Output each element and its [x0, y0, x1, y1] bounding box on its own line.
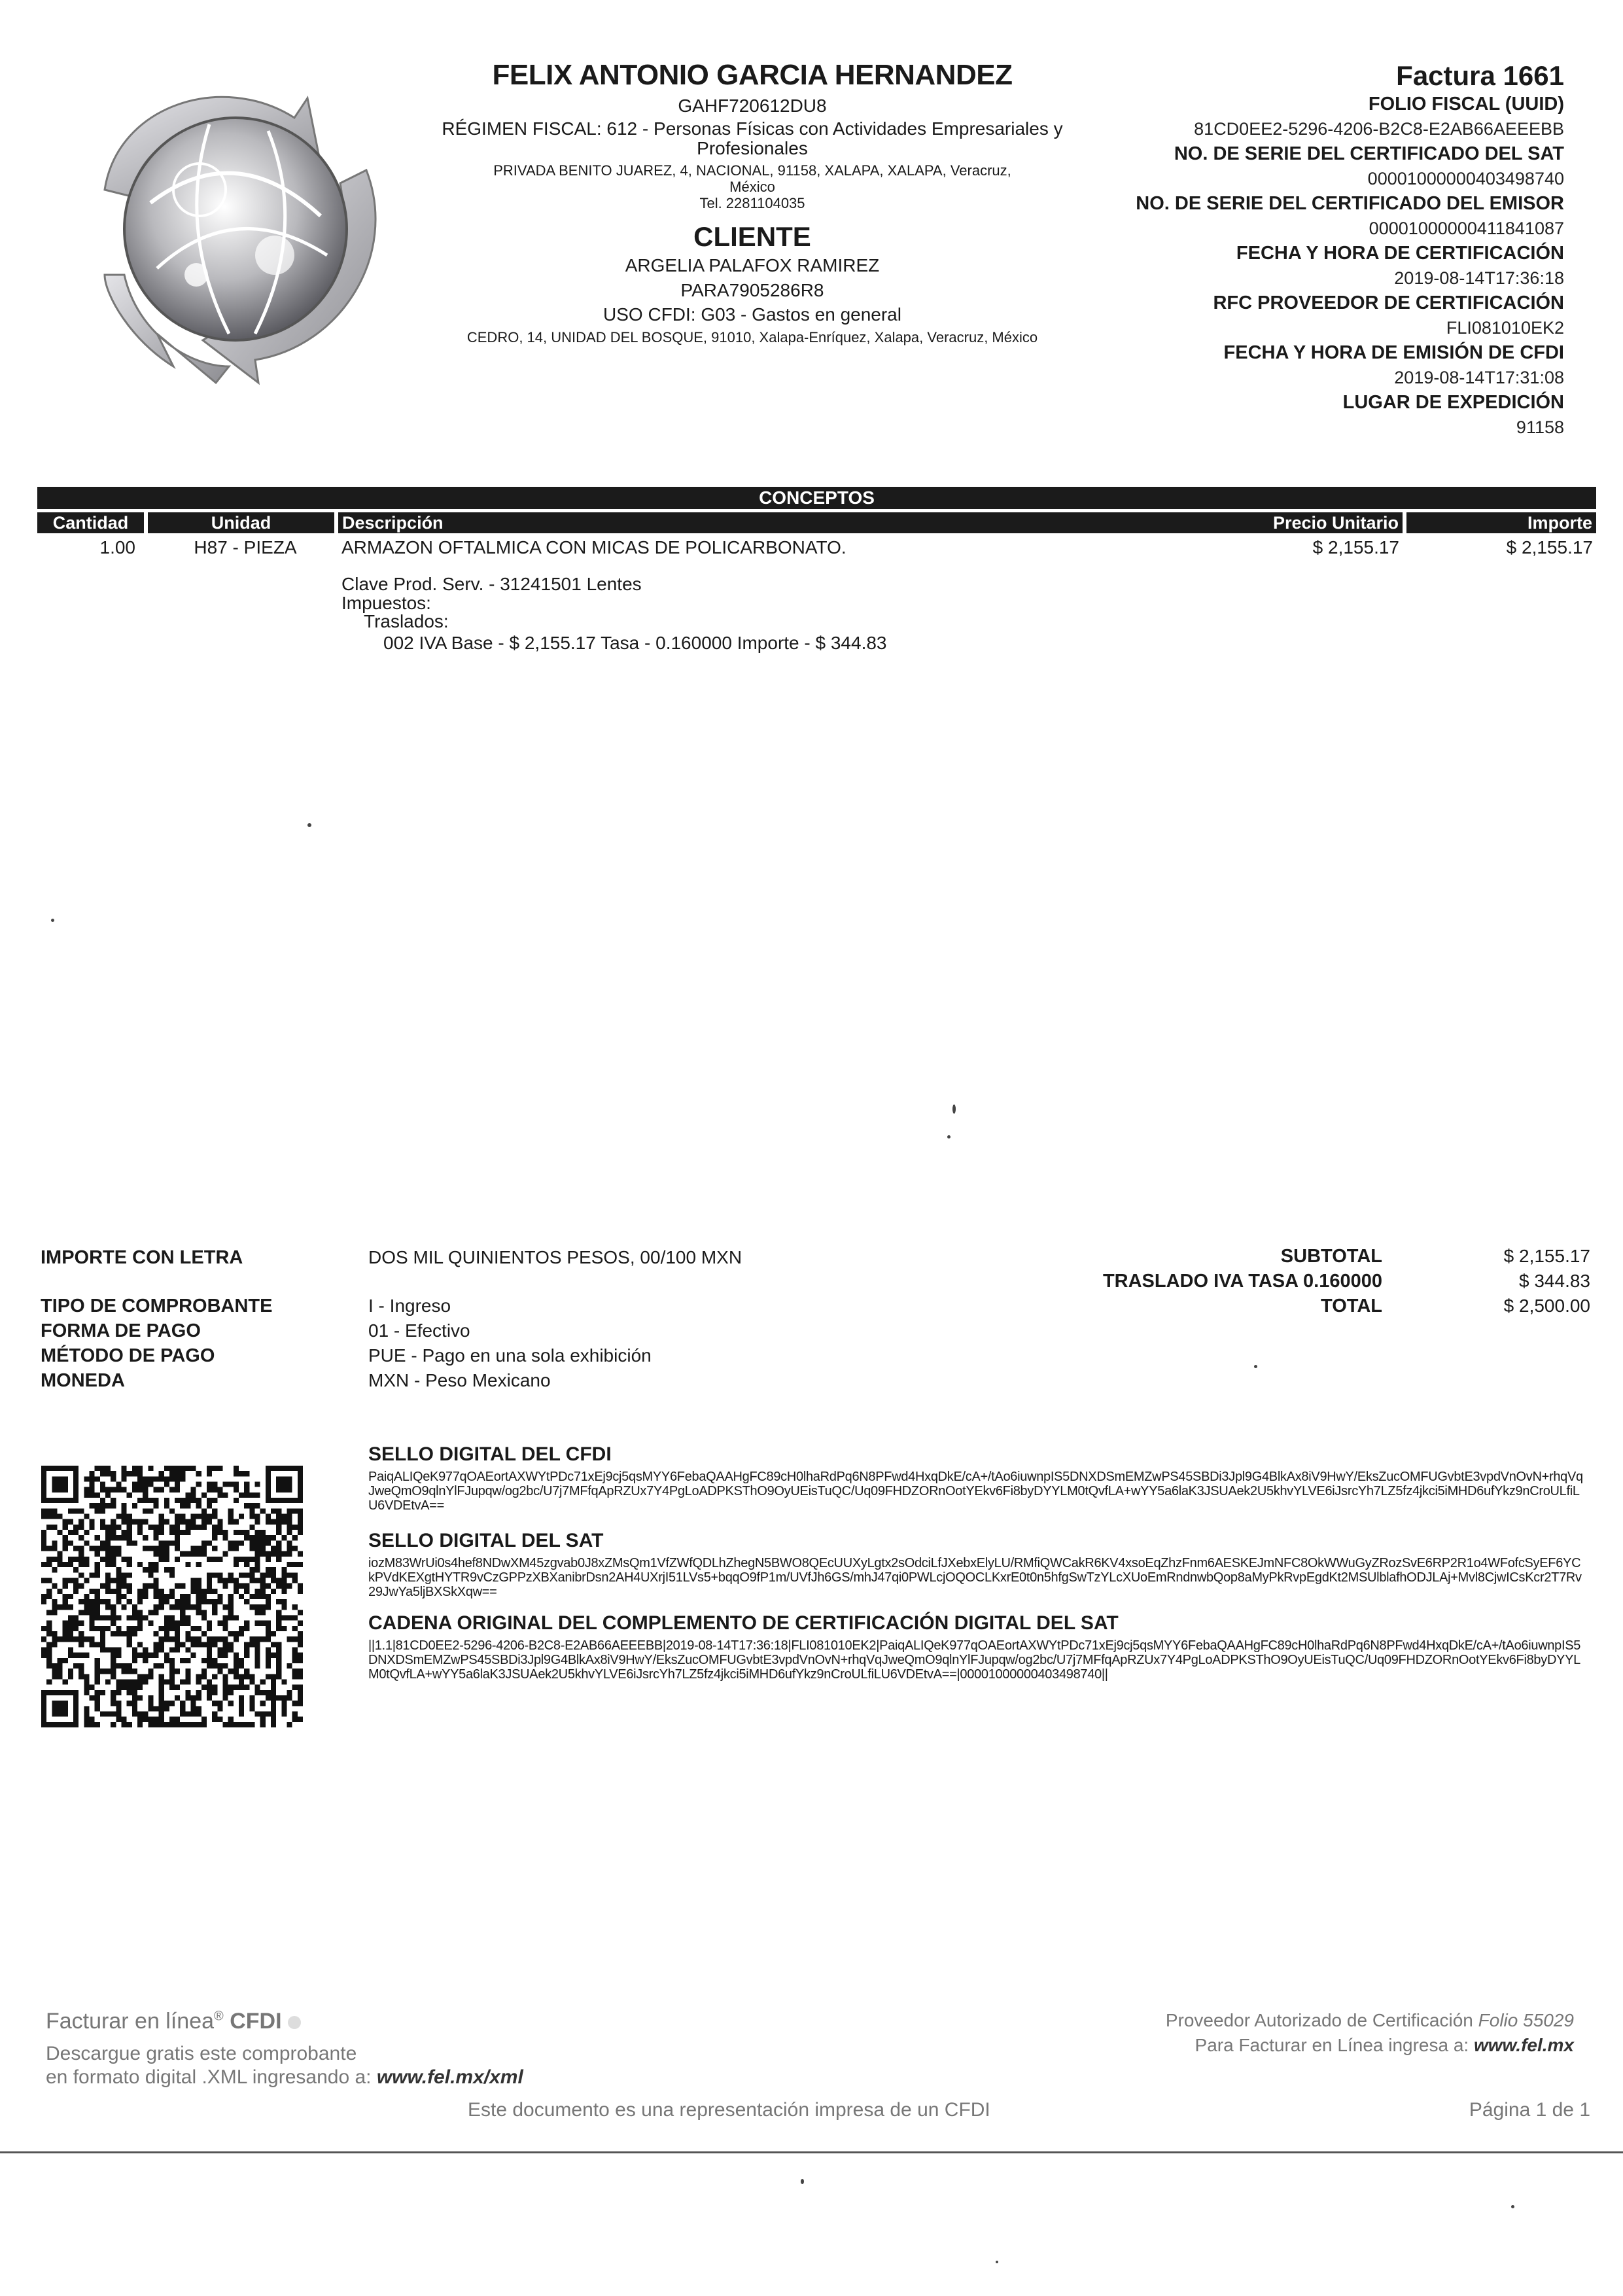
download-text: en formato digital .XML ingresando a:: [46, 2066, 377, 2088]
scan-speck: [996, 2261, 998, 2263]
field-label: RFC PROVEEDOR DE CERTIFICACIÓN: [1213, 292, 1564, 313]
field-label: NO. DE SERIE DEL CERTIFICADO DEL EMISOR: [1136, 193, 1564, 214]
moneda-value: MXN - Peso Mexicano: [368, 1370, 551, 1390]
issuer-address-cont: México: [729, 179, 775, 195]
tipo-value: I - Ingreso: [368, 1296, 451, 1316]
metodo-value: PUE - Pago en una sola exhibición: [368, 1345, 652, 1366]
row-traslados: Traslados:: [364, 611, 449, 631]
invoice-title: Factura 1661: [1396, 60, 1564, 91]
scan-speck: [801, 2179, 804, 2184]
subtotal-label: SUBTOTAL: [1280, 1246, 1382, 1267]
col-importe: Importe: [1406, 512, 1596, 533]
field-value: 00001000000403498740: [1367, 169, 1564, 188]
client-uso-cfdi: USO CFDI: G03 - Gastos en general: [603, 304, 901, 325]
footer-cut-text: [0, 2091, 1623, 2121]
field-label: FECHA Y HORA DE EMISIÓN DE CFDI: [1223, 342, 1564, 363]
iva-label: TRASLADO IVA TASA 0.160000: [1102, 1271, 1382, 1292]
field-value: 2019-08-14T17:36:18: [1394, 268, 1564, 288]
sello-sat-label: SELLO DIGITAL DEL SAT: [368, 1530, 604, 1551]
col-unidad: Unidad: [148, 512, 334, 533]
client-rfc: PARA7905286R8: [680, 280, 824, 300]
scan-edge-line: [0, 2151, 1623, 2153]
forma-label: FORMA DE PAGO: [41, 1320, 201, 1341]
row-impuestos: Impuestos:: [341, 593, 431, 613]
footer-download-line2: [46, 2066, 523, 2089]
table-row: [0, 537, 1623, 667]
issuer-regimen: RÉGIMEN FISCAL: 612 - Personas Físicas con Actividades Empresariales y: [442, 118, 1063, 139]
row-unidad: H87 - PIEZA: [194, 537, 297, 557]
total-label: TOTAL: [1321, 1296, 1382, 1316]
sello-sat: iozM83WrUi0s4hef8NDwXM45zgvab0J8xZMsQm1VfZWfQDLhZhegN5BWO8QEcUUXyLgtx2sOdciLfJXebxElyLU/RMfiQWCakR6KV4xsoEqZhzFnm6AESKEJmNFC8OkWWuGyZRozSvE6RP2R1o4WFofcSyEF6YCkPVdKEXgtHYTR9vCzGPPzXBXanibrDsn2AH4UXrjI51LVs5+bqqO9fP1m/UVfJh6GS/mhJ47qi0PWLcjOQOCLKxrE0t0n5hfgSwTzYLcXUoEmRndnwbQop8aMyPkRvpEgdKt2MSUlblafhODJLAj+Mvl8CjwICsKcr2T7Rv29JwYa5ljBXSkXqw==: [368, 1556, 1582, 1599]
issuer-rfc: GAHF720612DU8: [678, 96, 827, 116]
forma-value: 01 - Efectivo: [368, 1320, 470, 1341]
page-number: Página 1 de 1: [1469, 2099, 1590, 2121]
row-importe: $ 2,155.17: [1506, 537, 1593, 557]
brand-cfdi: CFDI: [230, 2009, 282, 2034]
cadena-original-label: CADENA ORIGINAL DEL COMPLEMENTO DE CERTIFICACIÓN DIGITAL DEL SAT: [368, 1612, 1119, 1634]
invoice-online-text: Para Facturar en Línea ingresa a:: [1195, 2035, 1474, 2055]
cfdi-drop-icon: [288, 2016, 301, 2029]
col-cantidad: Cantidad: [37, 512, 144, 533]
issuer-name: FELIX ANTONIO GARCIA HERNANDEZ: [492, 59, 1013, 91]
scan-speck: [307, 823, 311, 827]
field-label: LUGAR DE EXPEDICIÓN: [1342, 392, 1564, 413]
row-clave: Clave Prod. Serv. - 31241501 Lentes: [341, 574, 642, 594]
importe-letra-label: IMPORTE CON LETRA: [41, 1247, 243, 1268]
client-address: CEDRO, 14, UNIDAD DEL BOSQUE, 91010, Xalapa-Enríquez, Xalapa, Veracruz, México: [466, 329, 1038, 345]
iva-value: $ 344.83: [1519, 1271, 1590, 1291]
field-value: 81CD0EE2-5296-4206-B2C8-E2AB66AEEEBB: [1194, 119, 1564, 139]
client-heading: CLIENTE: [693, 221, 811, 252]
field-label: FECHA Y HORA DE CERTIFICACIÓN: [1236, 243, 1564, 264]
brand-mark: ®: [214, 2009, 224, 2024]
metodo-label: MÉTODO DE PAGO: [41, 1345, 215, 1366]
sello-cfdi-label: SELLO DIGITAL DEL CFDI: [368, 1443, 612, 1465]
qr-code: [41, 1466, 303, 1727]
tipo-label: TIPO DE COMPROBANTE: [41, 1296, 273, 1316]
row-descripcion: ARMAZON OFTALMICA CON MICAS DE POLICARBONATO.: [341, 537, 846, 557]
fel-link[interactable]: www.fel.mx: [1473, 2035, 1574, 2055]
moneda-label: MONEDA: [41, 1370, 125, 1391]
footer-brand: [46, 2009, 301, 2034]
field-value: 00001000000411841087: [1369, 219, 1564, 238]
scan-speck: [947, 1135, 951, 1139]
cadena-original: ||1.1|81CD0EE2-5296-4206-B2C8-E2AB66AEEEBB|2019-08-14T17:36:18|FLI081010EK2|PaiqALIQeK977qOAEortAXWYtPDc71xEj9cj5qsMYY6FebaQAAHgFC89cH0lhaRdPq6N8PFwd4HxqDkE/cA+/tAo6iuwnpIS5DNXDSmEMZwPS45SBDi3Jpl9G4BlkAx8iV9HwY/EksZucOMFUGvbtE3vpdVnOvN+rhqVqJweQmO9qlnYlFJupqw/og2bc/U7j7MFfqApRZUx7Y4PgLoADPKSThO9OyUEisTuQC/Uq09FHDZORnOotYEkv6Fi8byDYYLM0tQvfLA+wYY5a6laK3JSUAek2U5khvYLVE6iJsrcYh7LZ5fz4jkci5iMHD6ufYkz9nCroULfiLU6VDEtvA==|00001000000403498740||: [368, 1638, 1581, 1682]
field-value: FLI081010EK2: [1446, 318, 1564, 338]
footer-pac: [1166, 2010, 1574, 2031]
concepts-heading: CONCEPTOS: [37, 487, 1596, 509]
field-value: 91158: [1516, 417, 1564, 437]
pac-text: Proveedor Autorizado de Certificación: [1165, 2010, 1478, 2030]
row-iva: 002 IVA Base - $ 2,155.17 Tasa - 0.160000 Importe - $ 344.83: [383, 633, 887, 653]
representation-text: Este documento es una representación impresa de un CFDI: [468, 2099, 990, 2121]
importe-letra: DOS MIL QUINIENTOS PESOS, 00/100 MXN: [368, 1247, 742, 1267]
col-precio: Precio Unitario: [1217, 512, 1403, 533]
total-value: $ 2,500.00: [1503, 1296, 1590, 1316]
sello-cfdi: PaiqALIQeK977qOAEortAXWYtPDc71xEj9cj5qsMYY6FebaQAAHgFC89cH0lhaRdPq6N8PFwd4HxqDkE/cA+/tAo6iuwnpIS5DNXDSmEMZwPS45SBDi3Jpl9G4BlkAx8iV9HwY/EksZucOMFUGvbtE3vpdVnOvN+rhqVqJweQmO9qlnYlFJupqw/og2bc/U7j7MFfqApRZUx7Y4PgLoADPKSThO9OyUEisTuQC/Uq09FHDZORnOotYEkv6Fi8byDYYLM0tQvfLA+wYY5a6laK3JSUAek2U5khvYLVE6iJsrcYh7LZ5fz4jkci5iMHD6ufYkz9nCroULfiLU6VDEtvA==: [368, 1470, 1583, 1513]
footer-invoice-online: [1195, 2035, 1574, 2056]
subtotal-value: $ 2,155.17: [1503, 1246, 1590, 1266]
company-logo: [59, 59, 399, 386]
pac-folio: Folio 55029: [1478, 2010, 1574, 2030]
issuer-regimen-cont: Profesionales: [697, 138, 808, 158]
row-precio: $ 2,155.17: [1312, 537, 1399, 557]
footer-download-line1: Descargue gratis este comprobante: [46, 2043, 357, 2064]
scan-speck: [1511, 2205, 1514, 2208]
field-value: 2019-08-14T17:31:08: [1394, 368, 1564, 387]
invoice-fields: [975, 92, 1564, 440]
field-label: FOLIO FISCAL (UUID): [1368, 94, 1564, 115]
xml-download-link[interactable]: www.fel.mx/xml: [376, 2066, 523, 2088]
row-cantidad: 1.00: [99, 537, 135, 557]
scan-speck: [51, 919, 54, 922]
client-name: ARGELIA PALAFOX RAMIREZ: [625, 255, 880, 275]
scan-speck: [1254, 1365, 1257, 1368]
field-label: NO. DE SERIE DEL CERTIFICADO DEL SAT: [1174, 143, 1564, 164]
col-descripcion: Descripción: [338, 512, 1217, 533]
issuer-address: PRIVADA BENITO JUAREZ, 4, NACIONAL, 91158, XALAPA, XALAPA, Veracruz,: [493, 162, 1011, 179]
qr-modules: [41, 1466, 303, 1727]
scan-speck: [952, 1104, 956, 1114]
issuer-phone: Tel. 2281104035: [699, 195, 805, 211]
brand-text: Facturar en línea: [46, 2009, 215, 2034]
